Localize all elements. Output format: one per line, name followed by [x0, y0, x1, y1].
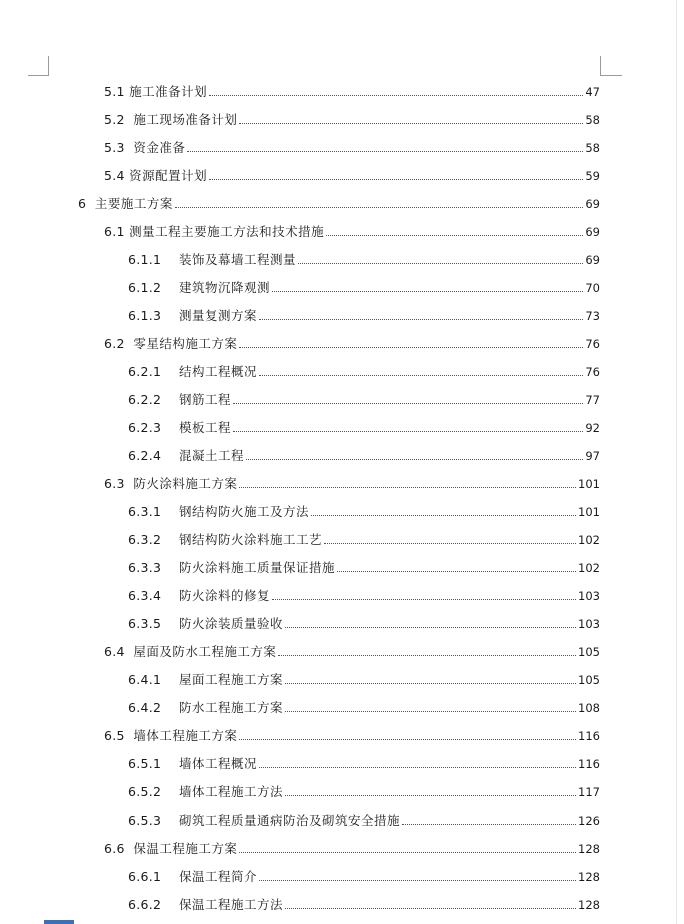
toc-entry-6-3-3[interactable] — [128, 554, 600, 576]
toc-entry-page: 117 — [578, 785, 600, 799]
toc-dot-leader — [285, 683, 576, 684]
toc-dot-leader — [246, 459, 583, 460]
toc-entry-number: 6.6.2 — [128, 897, 162, 912]
toc-entry-6-5[interactable] — [104, 722, 600, 744]
toc-entry-number: 6.5.3 — [128, 813, 162, 828]
toc-entry-page: 58 — [585, 141, 600, 155]
toc-entry-6-4-1[interactable] — [128, 666, 600, 688]
toc-entry-5-3[interactable] — [104, 134, 600, 156]
toc-entry-title: 建筑物沉降观测 — [179, 280, 271, 295]
toc-entry-title: 装饰及幕墙工程测量 — [179, 252, 297, 267]
toc-entry-number: 5.1 — [104, 84, 130, 99]
toc-entry-number: 6.5.2 — [128, 784, 162, 799]
toc-entry-6-6-2[interactable] — [128, 891, 600, 913]
toc-dot-leader — [278, 655, 576, 656]
toc-entry-title: 钢筋工程 — [179, 392, 232, 407]
page-edge-divider — [676, 0, 677, 924]
toc-entry-6-2-1[interactable] — [128, 358, 600, 380]
toc-entry-number: 6.4.2 — [128, 700, 162, 715]
toc-entry-number: 6.3.5 — [128, 616, 162, 631]
toc-entry-title: 施工现场准备计划 — [133, 112, 238, 127]
toc-dot-leader — [259, 880, 576, 881]
toc-entry-6-6[interactable] — [104, 835, 600, 857]
margin-corner-mark-top-left — [28, 75, 49, 76]
toc-entry-page: 69 — [585, 225, 600, 239]
toc-entry-title: 钢结构防火涂料施工工艺 — [179, 532, 323, 547]
toc-entry-number: 6.3.3 — [128, 560, 162, 575]
toc-entry-number: 6.2.2 — [128, 392, 162, 407]
toc-entry-number: 5.4 — [104, 168, 130, 183]
toc-entry-title: 混凝土工程 — [179, 448, 245, 463]
toc-entry-5-4[interactable] — [104, 162, 600, 184]
toc-entry-6-1[interactable] — [104, 218, 600, 240]
toc-dot-leader — [175, 207, 584, 208]
toc-entry-title: 屋面及防水工程施工方案 — [133, 644, 277, 659]
toc-dot-leader — [239, 487, 576, 488]
toc-entry-title: 防火涂料施工方案 — [133, 476, 238, 491]
toc-entry-5-2[interactable] — [104, 106, 600, 128]
toc-entry-6-1-3[interactable] — [128, 302, 600, 324]
toc-entry-6-3-4[interactable] — [128, 582, 600, 604]
toc-entry-5-1[interactable] — [104, 78, 600, 100]
toc-entry-6[interactable] — [78, 190, 600, 212]
toc-entry-number: 6.6 — [104, 841, 134, 856]
toc-entry-6-2-2[interactable] — [128, 386, 600, 408]
toc-entry-6-3-2[interactable] — [128, 526, 600, 548]
toc-entry-6-1-1[interactable] — [128, 246, 600, 268]
toc-entry-title: 模板工程 — [179, 420, 232, 435]
toc-entry-page: 108 — [578, 701, 600, 715]
toc-entry-title: 墙体工程概况 — [179, 756, 258, 771]
toc-entry-page: 47 — [585, 85, 600, 99]
toc-entry-page: 76 — [585, 337, 600, 351]
toc-dot-leader — [285, 795, 576, 796]
toc-dot-leader — [337, 571, 576, 572]
toc-entry-number: 6.5 — [104, 728, 134, 743]
toc-entry-number: 6.2.3 — [128, 420, 162, 435]
toc-entry-6-2-4[interactable] — [128, 442, 600, 464]
toc-entry-title: 防火涂装质量验收 — [179, 616, 284, 631]
toc-entry-6-3[interactable] — [104, 470, 600, 492]
toc-entry-page: 77 — [585, 393, 600, 407]
toc-dot-leader — [311, 515, 576, 516]
toc-entry-page: 73 — [585, 309, 600, 323]
toc-dot-leader — [233, 403, 583, 404]
toc-entry-number: 6.3.1 — [128, 504, 162, 519]
toc-dot-leader — [239, 739, 576, 740]
toc-dot-leader — [402, 824, 576, 825]
toc-entry-6-3-1[interactable] — [128, 498, 600, 520]
toc-entry-title: 测量复测方案 — [179, 308, 258, 323]
toc-entry-title: 砌筑工程质量通病防治及砌筑安全措施 — [179, 813, 401, 828]
toc-dot-leader — [285, 711, 576, 712]
toc-entry-number: 6.5.1 — [128, 756, 162, 771]
toc-entry-page: 76 — [585, 365, 600, 379]
toc-entry-page: 58 — [585, 113, 600, 127]
toc-dot-leader — [324, 543, 576, 544]
toc-entry-title: 保温工程施工方案 — [133, 841, 238, 856]
toc-dot-leader — [209, 179, 583, 180]
toc-entry-6-2-3[interactable] — [128, 414, 600, 436]
toc-dot-leader — [285, 908, 576, 909]
toc-entry-page: 103 — [578, 589, 600, 603]
toc-entry-number: 6.4.1 — [128, 672, 162, 687]
toc-entry-number: 6.2 — [104, 336, 134, 351]
toc-entry-page: 105 — [578, 673, 600, 687]
toc-entry-number: 5.2 — [104, 112, 134, 127]
toc-entry-page: 97 — [585, 449, 600, 463]
toc-entry-number: 6.1 — [104, 224, 130, 239]
toc-dot-leader — [239, 852, 576, 853]
toc-entry-page: 101 — [578, 505, 600, 519]
toc-dot-leader — [326, 235, 583, 236]
toc-entry-title: 施工准备计划 — [129, 84, 208, 99]
toc-entry-6-5-3[interactable] — [128, 807, 600, 829]
toc-entry-number: 6.3.4 — [128, 588, 162, 603]
toc-entry-6-5-2[interactable] — [128, 778, 600, 800]
toc-entry-page: 92 — [585, 421, 600, 435]
toc-entry-title: 结构工程概况 — [179, 364, 258, 379]
scrollbar-thumb[interactable] — [44, 920, 74, 924]
toc-entry-number: 6.1.2 — [128, 280, 162, 295]
toc-entry-number: 6.2.4 — [128, 448, 162, 463]
toc-entry-number: 6 — [78, 196, 95, 211]
toc-entry-6-4[interactable] — [104, 638, 600, 660]
toc-entry-page: 102 — [578, 533, 600, 547]
toc-entry-number: 6.1.3 — [128, 308, 162, 323]
toc-entry-page: 128 — [578, 870, 600, 884]
margin-corner-mark-top-left — [48, 56, 49, 76]
toc-entry-page: 70 — [585, 281, 600, 295]
toc-entry-title: 防水工程施工方案 — [179, 700, 284, 715]
toc-entry-page: 116 — [578, 729, 600, 743]
toc-entry-6-2[interactable] — [104, 330, 600, 352]
toc-entry-number: 5.3 — [104, 140, 134, 155]
toc-entry-page: 126 — [578, 814, 600, 828]
toc-entry-title: 保温工程施工方法 — [179, 897, 284, 912]
toc-entry-title: 测量工程主要施工方法和技术措施 — [129, 224, 325, 239]
toc-entry-page: 102 — [578, 561, 600, 575]
toc-entry-title: 墙体工程施工方法 — [179, 784, 284, 799]
toc-dot-leader — [233, 431, 583, 432]
toc-dot-leader — [272, 291, 583, 292]
toc-entry-page: 103 — [578, 617, 600, 631]
margin-corner-mark-top-right — [600, 75, 622, 76]
toc-entry-title: 主要施工方案 — [94, 196, 173, 211]
toc-entry-number: 6.4 — [104, 644, 134, 659]
margin-corner-mark-top-right — [600, 56, 601, 76]
toc-entry-6-4-2[interactable] — [128, 694, 600, 716]
toc-entry-title: 墙体工程施工方案 — [133, 728, 238, 743]
toc-dot-leader — [298, 263, 583, 264]
toc-entry-title: 资源配置计划 — [129, 168, 208, 183]
toc-dot-leader — [272, 599, 576, 600]
toc-entry-page: 69 — [585, 253, 600, 267]
toc-entry-title: 钢结构防火施工及方法 — [179, 504, 310, 519]
toc-dot-leader — [239, 123, 583, 124]
toc-entry-page: 128 — [578, 842, 600, 856]
toc-dot-leader — [259, 767, 576, 768]
toc-entry-number: 6.6.1 — [128, 869, 162, 884]
toc-entry-6-6-1[interactable] — [128, 863, 600, 885]
toc-entry-title: 资金准备 — [133, 140, 186, 155]
toc-entry-6-5-1[interactable] — [128, 750, 600, 772]
toc-dot-leader — [209, 95, 583, 96]
toc-entry-page: 101 — [578, 477, 600, 491]
toc-entry-page: 69 — [585, 197, 600, 211]
toc-entry-title: 保温工程简介 — [179, 869, 258, 884]
toc-entry-number: 6.3.2 — [128, 532, 162, 547]
toc-dot-leader — [239, 347, 583, 348]
toc-entry-title: 屋面工程施工方案 — [179, 672, 284, 687]
toc-dot-leader — [259, 375, 583, 376]
toc-entry-number: 6.1.1 — [128, 252, 162, 267]
toc-entry-page: 128 — [578, 898, 600, 912]
toc-dot-leader — [187, 151, 583, 152]
toc-entry-page: 116 — [578, 757, 600, 771]
toc-entry-page: 105 — [578, 645, 600, 659]
toc-dot-leader — [285, 627, 576, 628]
toc-entry-number: 6.2.1 — [128, 364, 162, 379]
toc-entry-title: 防火涂料的修复 — [179, 588, 271, 603]
toc-entry-title: 零星结构施工方案 — [133, 336, 238, 351]
toc-entry-title: 防火涂料施工质量保证措施 — [179, 560, 336, 575]
toc-entry-page: 59 — [585, 169, 600, 183]
toc-entry-6-1-2[interactable] — [128, 274, 600, 296]
toc-entry-6-3-5[interactable] — [128, 610, 600, 632]
toc-entry-number: 6.3 — [104, 476, 134, 491]
toc-dot-leader — [259, 319, 583, 320]
